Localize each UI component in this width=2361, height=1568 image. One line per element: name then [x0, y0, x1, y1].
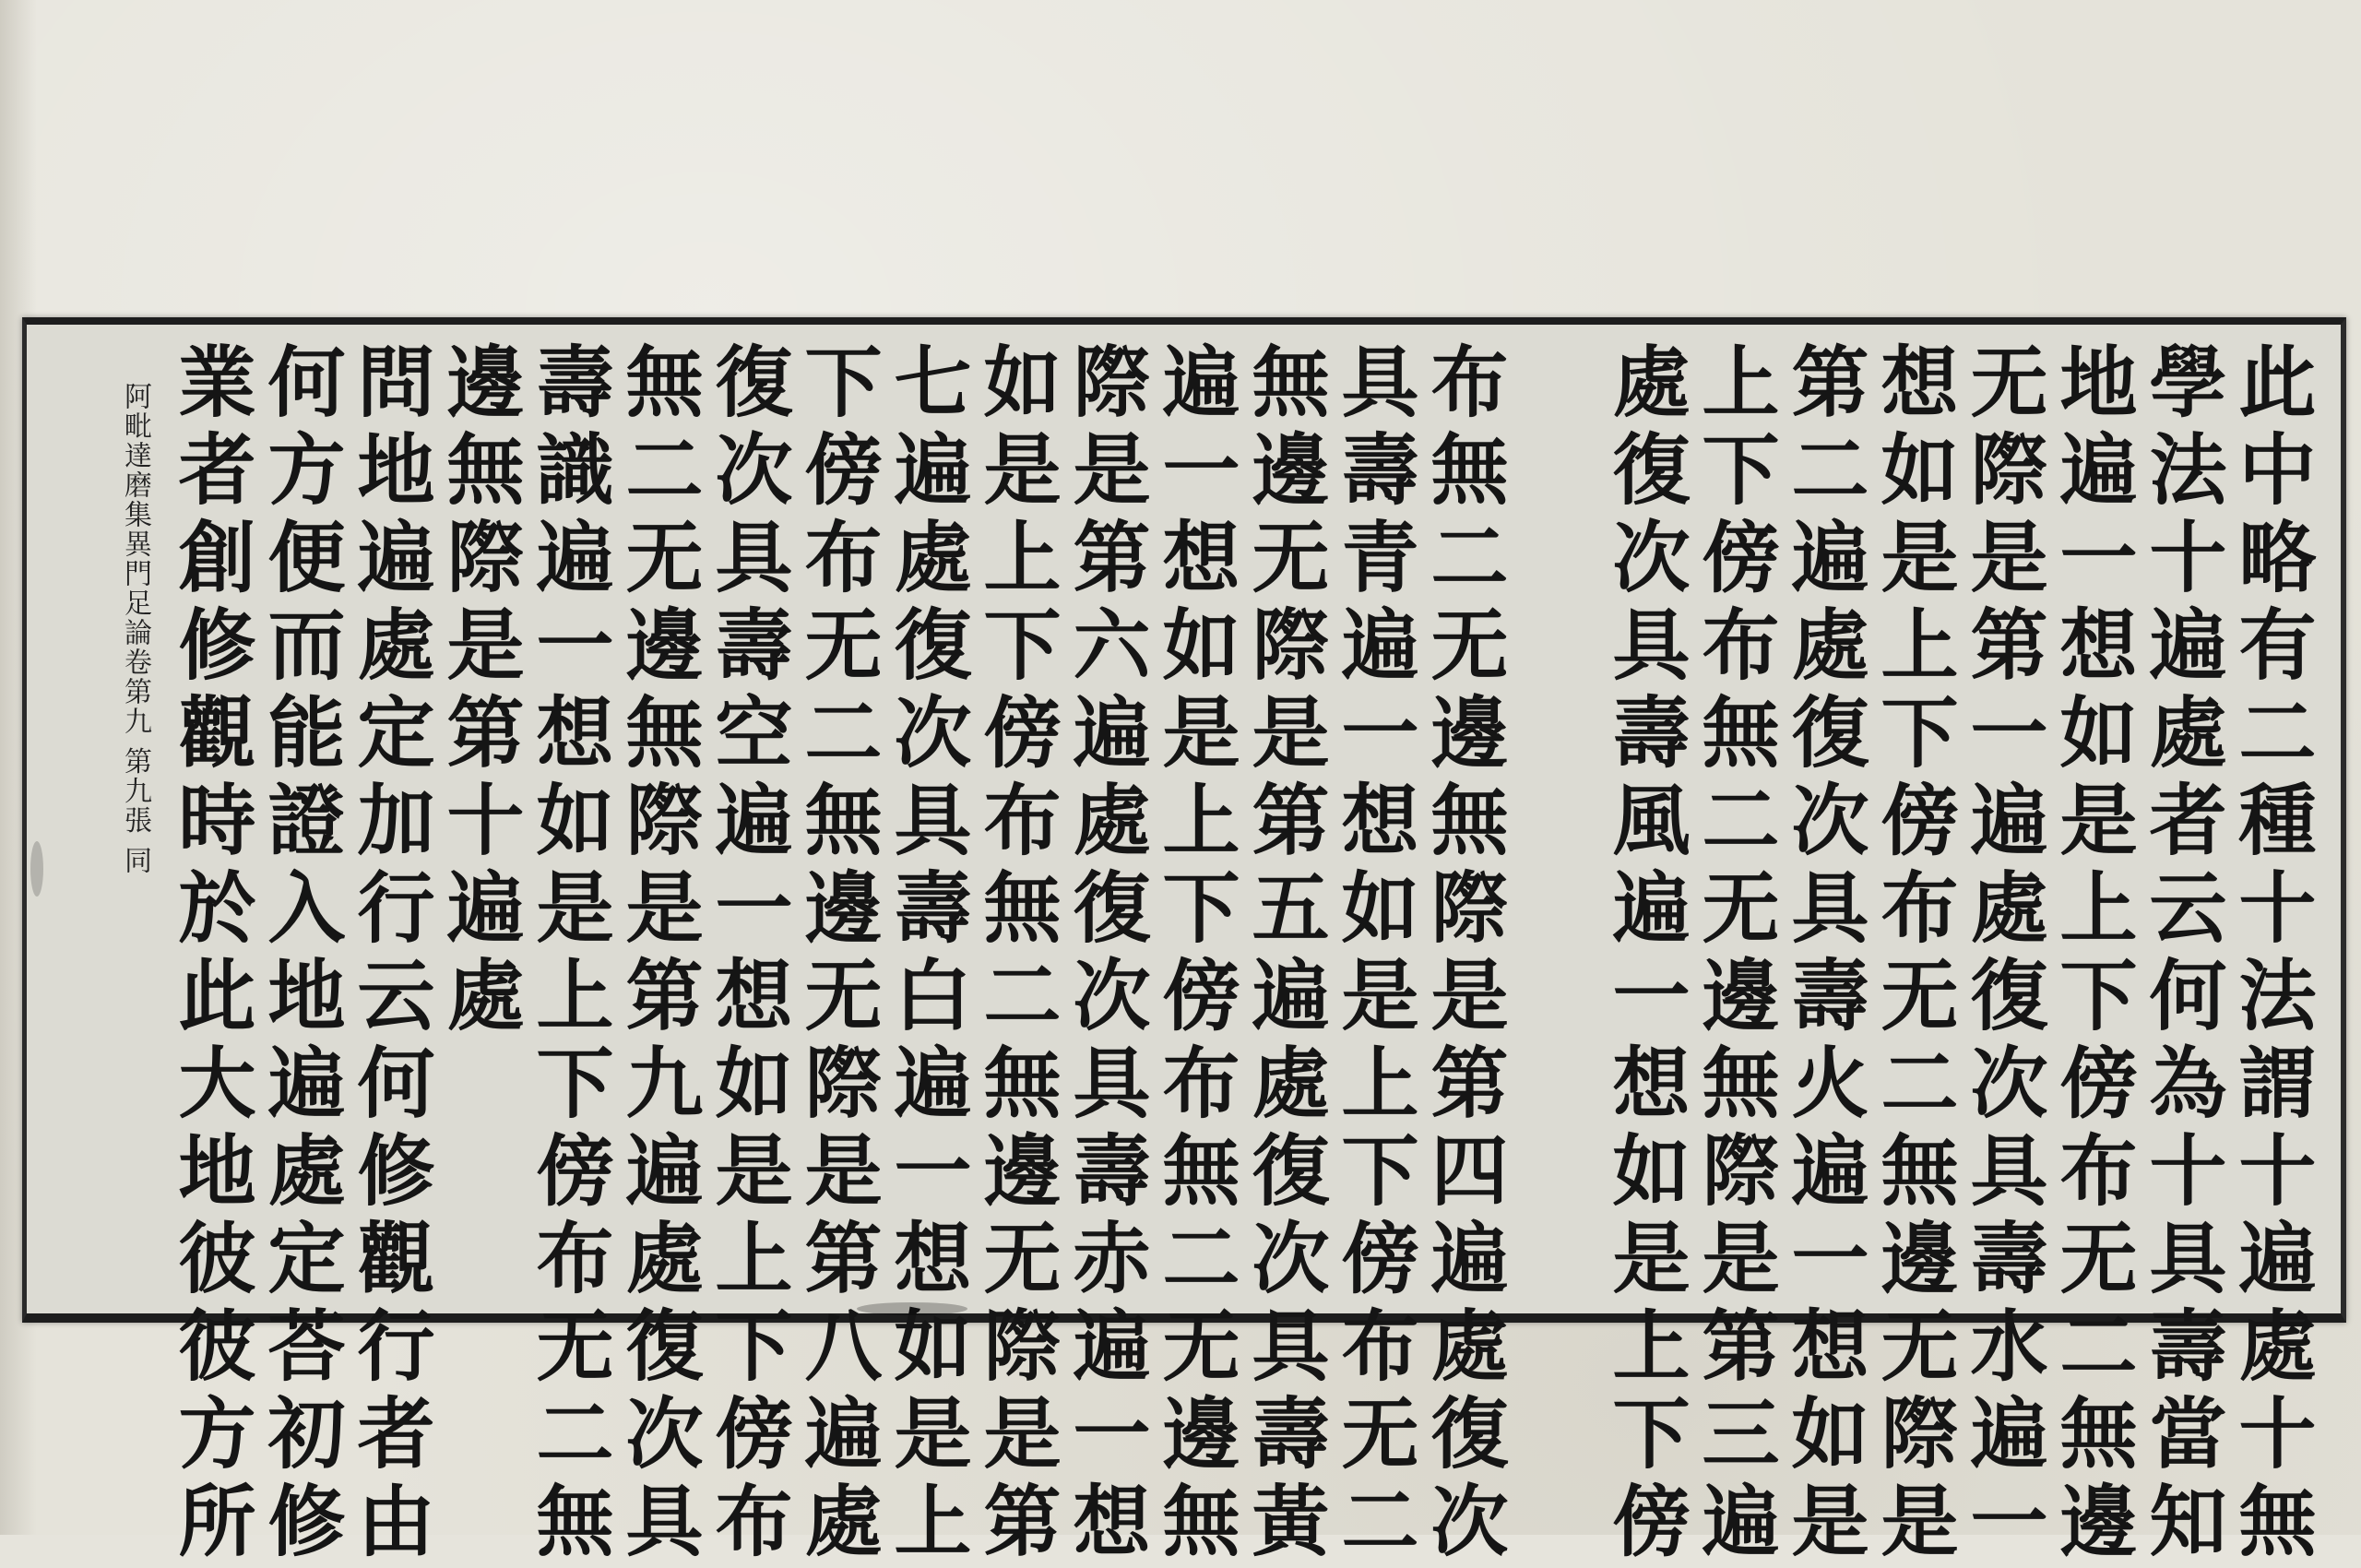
text-column: 下傍布无二無邊无際是第八遍處 [792, 341, 884, 1568]
text-column: 處復次具壽風遍一想如是上下傍 [1600, 341, 1691, 1568]
text-column: 想如是上下傍布无二無邊无際是 [1869, 341, 1960, 1568]
woodblock-print-panel [22, 317, 2346, 1568]
text-column: 无際是第一遍處復次具壽水遍一 [1958, 341, 2049, 1568]
text-column: 遍一想如是上下傍布無二无邊無 [1150, 341, 1241, 1568]
text-column: 何方便而能證入地遍處定荅初修 [255, 341, 347, 1568]
text-column: 復次具壽空遍一想如是上下傍布 [703, 341, 794, 1568]
text-column: 際是第六遍處復次具壽赤遍一想 [1061, 341, 1152, 1568]
text-column: 問地遍處定加行云何修觀行者由 [345, 341, 436, 1568]
text-column: 布無二无邊無際是第四遍處復次 [1418, 341, 1510, 1568]
text-column: 具壽青遍一想如是上下傍布无二 [1329, 341, 1420, 1568]
text-column: 地遍一想如是上下傍布无二無邊 [2047, 341, 2139, 1568]
text-column: 學法十遍處者云何為十具壽當知 [2137, 341, 2228, 1568]
text-column: 七遍處復次具壽白遍一想如是上 [882, 341, 973, 1568]
footer-note: 阿毗達磨集異門足論卷第九 第九張 同 [119, 382, 151, 876]
text-area [27, 325, 2342, 1568]
text-column: 上下傍布無二无邊無際是第三遍 [1690, 341, 1781, 1568]
text-column: 第二遍處復次具壽火遍一想如是 [1779, 341, 1870, 1568]
text-column: 邊無際是第十遍處 [434, 341, 526, 1042]
text-column: 壽識遍一想如是上下傍布无二無 [524, 341, 615, 1568]
text-column: 此中略有二種十法謂十遍處十無 [2226, 341, 2318, 1568]
text-column: 無二无邊無際是第九遍處復次具 [613, 341, 705, 1568]
text-column: 如是上下傍布無二無邊无際是第 [971, 341, 1062, 1568]
text-column: 業者創修觀時於此大地彼彼方所 [166, 341, 257, 1568]
ink-smudge [857, 1302, 967, 1315]
text-column: 無邊无際是第五遍處復次具壽黃 [1240, 341, 1331, 1568]
ink-smudge [30, 841, 43, 897]
